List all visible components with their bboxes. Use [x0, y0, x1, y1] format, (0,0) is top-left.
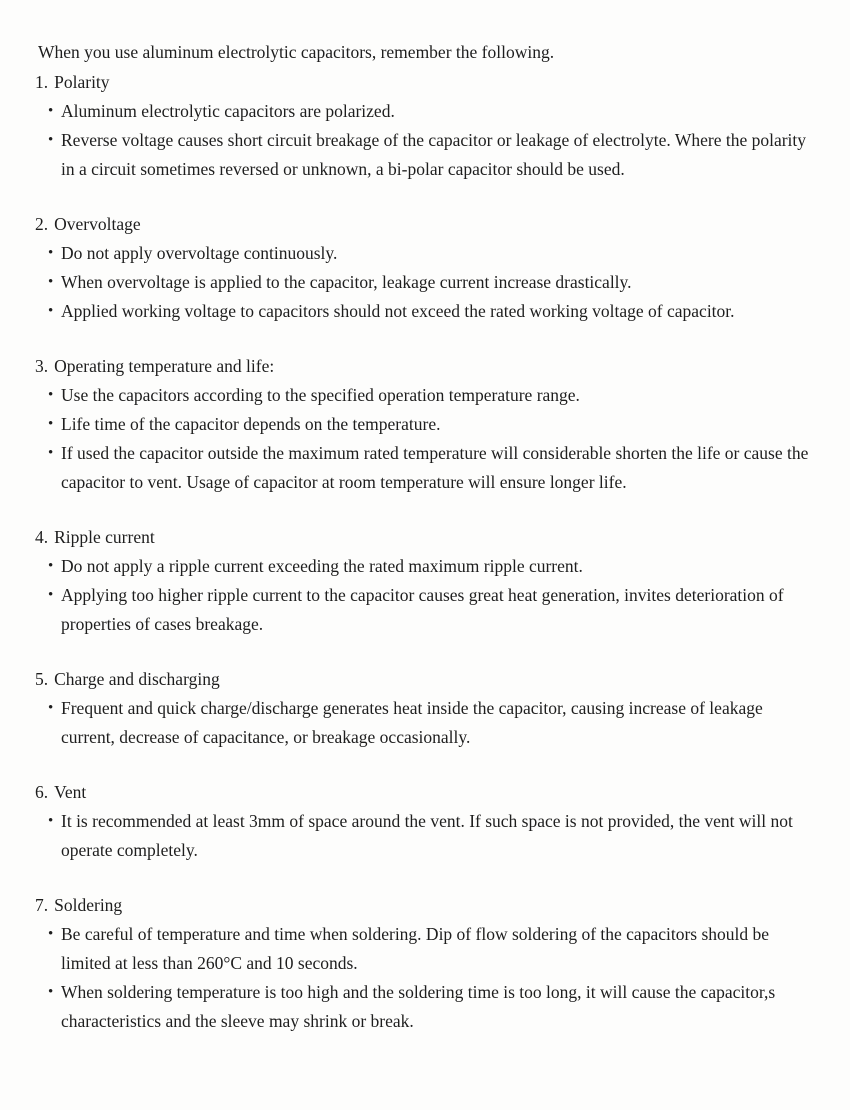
bullet-text: Life time of the capacitor depends on the temperature. — [61, 414, 441, 434]
section-heading — [35, 68, 820, 97]
section-title: Polarity — [54, 72, 110, 92]
bullet-item — [48, 268, 820, 297]
section-heading — [35, 891, 820, 920]
bullet-list — [35, 239, 820, 326]
section-title: Overvoltage — [54, 214, 141, 234]
bullet-item — [48, 552, 820, 581]
bullet-text: Frequent and quick charge/discharge generates heat inside the capacitor, causing increase of leakage current, decrease of capacitance, or breakage occasionally. — [61, 698, 763, 747]
bullet-icon: • — [48, 558, 54, 574]
bullet-icon: • — [48, 445, 54, 461]
bullet-list — [35, 381, 820, 497]
section-operating-temperature — [35, 352, 820, 497]
bullet-icon: • — [48, 103, 54, 119]
bullet-item — [48, 297, 820, 326]
section-heading — [35, 352, 820, 381]
bullet-item — [48, 694, 820, 752]
section-heading — [35, 778, 820, 807]
bullet-item — [48, 410, 820, 439]
bullet-list — [35, 97, 820, 184]
bullet-text: Reverse voltage causes short circuit breakage of the capacitor or leakage of electrolyte. Where the polarity in a circuit sometimes reversed or unknown, a bi-polar capacitor should be used. — [61, 130, 807, 179]
bullet-list — [35, 694, 820, 752]
bullet-text: Applied working voltage to capacitors should not exceed the rated working voltage of capacitor. — [61, 301, 735, 321]
bullet-icon: • — [48, 274, 54, 290]
section-title: Operating temperature and life: — [54, 356, 275, 376]
bullet-text: Do not apply a ripple current exceeding the rated maximum ripple current. — [61, 556, 583, 576]
section-title: Ripple current — [54, 527, 155, 547]
section-overvoltage — [35, 210, 820, 326]
bullet-item — [48, 381, 820, 410]
bullet-item — [48, 97, 820, 126]
section-charge-discharging — [35, 665, 820, 752]
section-polarity — [35, 68, 820, 184]
bullet-icon: • — [48, 700, 54, 716]
section-number: 7. — [35, 895, 49, 915]
bullet-text: Be careful of temperature and time when soldering. Dip of flow soldering of the capacitors should be limited at less than 260°C and 10 seconds. — [61, 924, 770, 973]
bullet-item — [48, 978, 820, 1036]
section-number: 5. — [35, 669, 49, 689]
bullet-icon: • — [48, 813, 54, 829]
bullet-item — [48, 126, 820, 184]
bullet-text: It is recommended at least 3mm of space around the vent. If such space is not provided, the vent will not operate completely. — [61, 811, 793, 860]
bullet-text: If used the capacitor outside the maximum rated temperature will considerable shorten the life or cause the capacitor to vent. Usage of capacitor at room temperature will ensure longer life. — [61, 443, 809, 492]
bullet-icon: • — [48, 132, 54, 148]
bullet-list — [35, 920, 820, 1036]
section-title: Soldering — [54, 895, 123, 915]
bullet-text: Aluminum electrolytic capacitors are polarized. — [61, 101, 395, 121]
section-number: 3. — [35, 356, 49, 376]
section-number: 4. — [35, 527, 49, 547]
bullet-item — [48, 439, 820, 497]
bullet-list — [35, 552, 820, 639]
bullet-item — [48, 920, 820, 978]
section-soldering — [35, 891, 820, 1036]
section-title: Vent — [54, 782, 87, 802]
bullet-text: Do not apply overvoltage continuously. — [61, 243, 338, 263]
bullet-text: When overvoltage is applied to the capacitor, leakage current increase drastically. — [61, 272, 632, 292]
bullet-list — [35, 807, 820, 865]
bullet-item — [48, 807, 820, 865]
intro-text: When you use aluminum electrolytic capacitors, remember the following. — [38, 42, 555, 62]
section-heading — [35, 210, 820, 239]
bullet-icon: • — [48, 387, 54, 403]
bullet-item — [48, 581, 820, 639]
bullet-icon: • — [48, 926, 54, 942]
bullet-icon: • — [48, 416, 54, 432]
section-vent — [35, 778, 820, 865]
section-number: 1. — [35, 72, 49, 92]
section-heading — [35, 665, 820, 694]
bullet-text: When soldering temperature is too high and the soldering time is too long, it will cause the capacitor,s characteristics and the sleeve may shrink or break. — [61, 982, 776, 1031]
bullet-item — [48, 239, 820, 268]
bullet-text: Use the capacitors according to the specified operation temperature range. — [61, 385, 580, 405]
section-title: Charge and discharging — [54, 669, 220, 689]
bullet-text: Applying too higher ripple current to the capacitor causes great heat generation, invites deterioration of properties of cases breakage. — [61, 585, 784, 634]
section-heading — [35, 523, 820, 552]
bullet-icon: • — [48, 245, 54, 261]
bullet-icon: • — [48, 984, 54, 1000]
bullet-icon: • — [48, 303, 54, 319]
section-number: 2. — [35, 214, 49, 234]
section-ripple-current — [35, 523, 820, 639]
bullet-icon: • — [48, 587, 54, 603]
section-number: 6. — [35, 782, 49, 802]
